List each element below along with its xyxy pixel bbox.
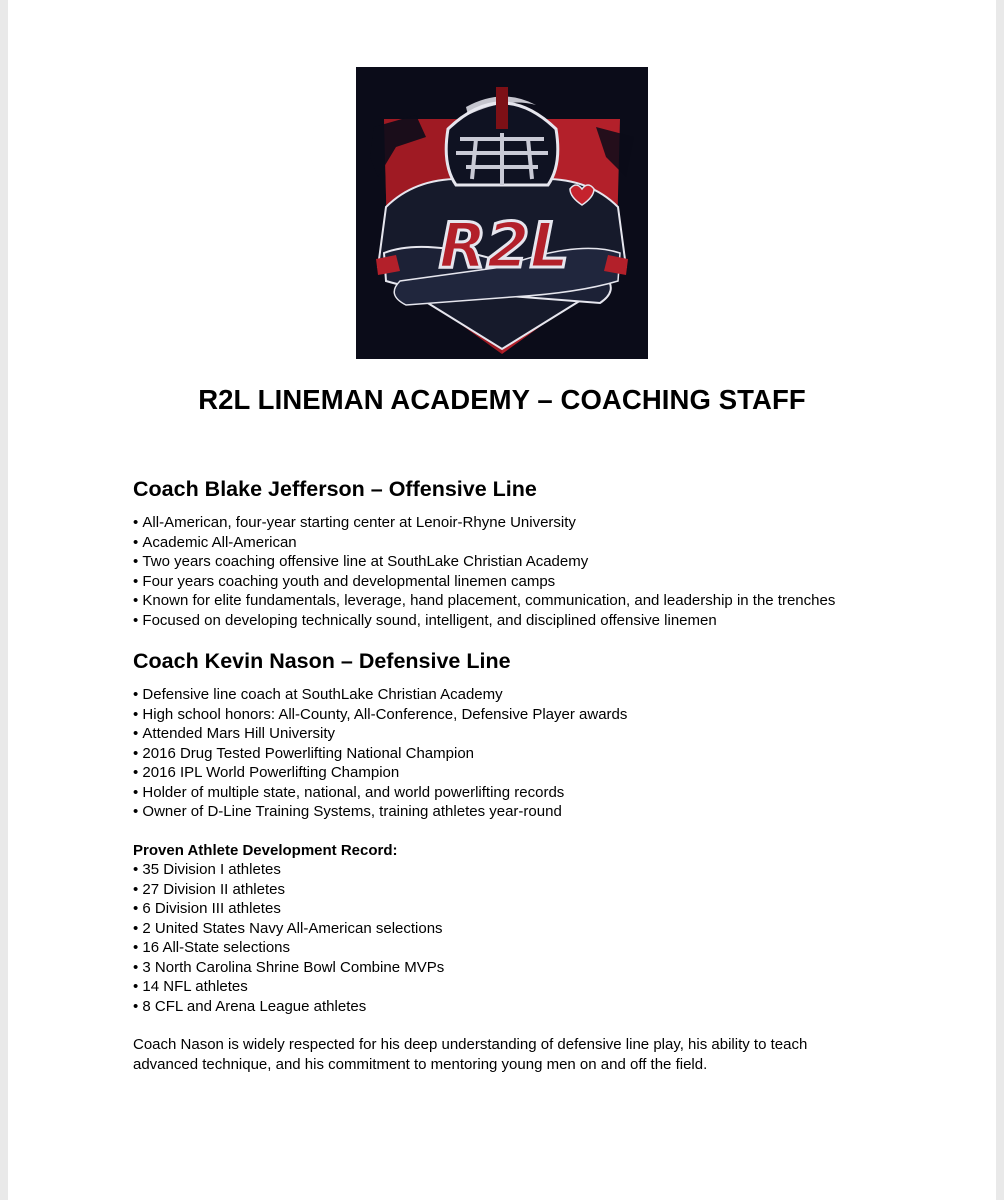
closing-paragraph: Coach Nason is widely respected for his deep understanding of defensive line play, his ability to teach advanced technique, and his commitment to mentoring young men on and off the field. <box>133 1036 808 1073</box>
list-item: • All-American, four-year starting center at Lenoir-Rhyne University <box>133 513 873 533</box>
list-item: • Owner of D-Line Training Systems, training athletes year-round <box>133 802 873 822</box>
list-item: • 35 Division I athletes <box>133 860 873 880</box>
coach-kevin-heading: Coach Kevin Nason – Defensive Line <box>133 649 511 673</box>
list-item: • 14 NFL athletes <box>133 977 873 997</box>
list-item: • Attended Mars Hill University <box>133 724 873 744</box>
list-item: • 3 North Carolina Shrine Bowl Combine MVPs <box>133 958 873 978</box>
list-item: • Academic All-American <box>133 533 873 553</box>
list-item: • Two years coaching offensive line at SouthLake Christian Academy <box>133 552 873 572</box>
document-page <box>8 0 996 1200</box>
list-item: • 2016 IPL World Powerlifting Champion <box>133 763 873 783</box>
list-item: • High school honors: All-County, All-Conference, Defensive Player awards <box>133 705 873 725</box>
logo-helmet-stripe <box>496 87 508 129</box>
list-item: • Defensive line coach at SouthLake Christian Academy <box>133 685 873 705</box>
football-player-logo-graphic <box>356 67 648 359</box>
list-item: • 16 All-State selections <box>133 938 873 958</box>
coach-blake-heading: Coach Blake Jefferson – Offensive Line <box>133 477 537 501</box>
coach-blake-credentials <box>133 513 873 630</box>
coaching-staff-content <box>133 474 873 1089</box>
list-item: • Focused on developing technically sound, intelligent, and disciplined offensive linemen <box>133 611 873 631</box>
list-item: • Known for elite fundamentals, leverage, hand placement, communication, and leadership in the trenches <box>133 591 873 611</box>
page-title: R2L LINEMAN ACADEMY – COACHING STAFF <box>198 384 806 415</box>
list-item: • 27 Division II athletes <box>133 880 873 900</box>
list-item: • Four years coaching youth and developmental linemen camps <box>133 572 873 592</box>
coach-kevin-credentials <box>133 685 873 822</box>
list-item: • 2 United States Navy All-American selections <box>133 919 873 939</box>
list-item: • Holder of multiple state, national, and world powerlifting records <box>133 783 873 803</box>
list-item: • 8 CFL and Arena League athletes <box>133 997 873 1017</box>
logo-r2l-letters <box>439 209 569 282</box>
athlete-record-heading: Proven Athlete Development Record: <box>133 841 398 859</box>
logo-r2l-text: R2L <box>438 209 570 282</box>
r2l-logo <box>356 67 648 359</box>
list-item: • 2016 Drug Tested Powerlifting National Champion <box>133 744 873 764</box>
list-item: • 6 Division III athletes <box>133 899 873 919</box>
athlete-record-list <box>133 860 873 1016</box>
